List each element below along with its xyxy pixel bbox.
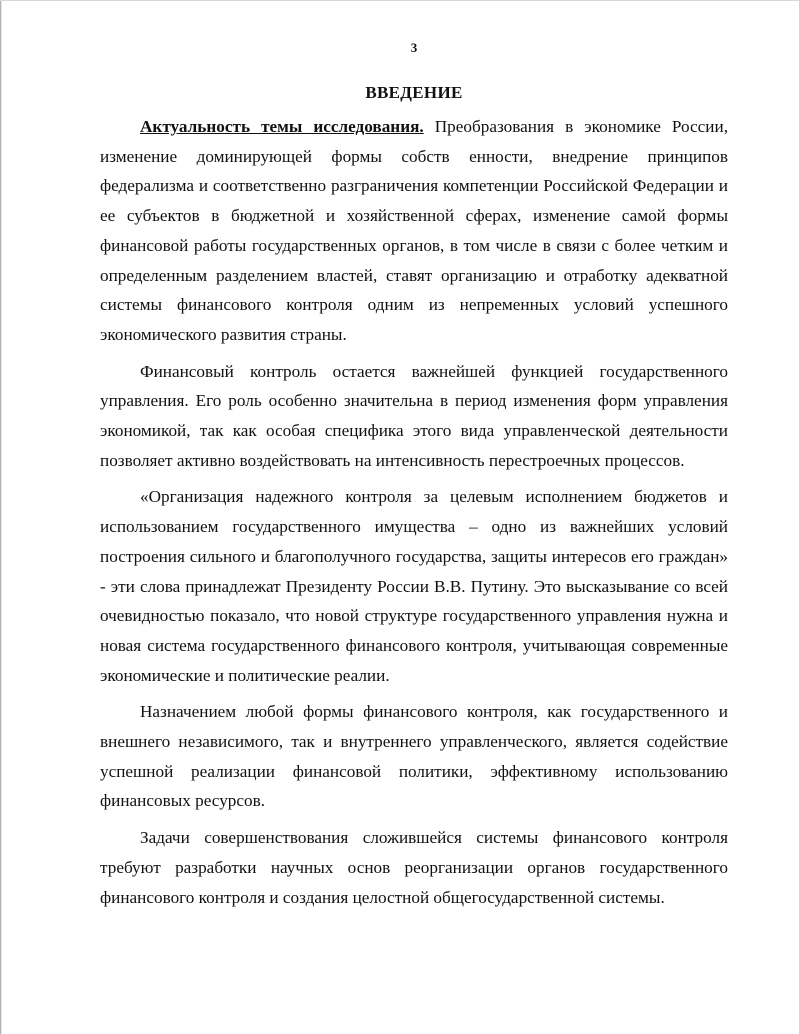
paragraph-tasks: Задачи совершенствования сложившейся системы финансового контроля требуют разработки научных основ реорганизации органов государственного финансового контроля и создания целостной общегосударственной системы. [100,828,728,907]
paragraph-purpose: Назначением любой формы финансового контроля, как государственного и внешнего независимого, так и внутреннего управленческого, является содействие успешной реализации финансовой политики, эффективному использованию финансовых ресурсов. [100,702,728,811]
page-number: 3 [410,40,418,55]
relevance-lead: Актуальность темы исследования. [140,117,424,136]
paragraph-quote: «Организация надежного контроля за целевым исполнением бюджетов и использованием государственного имущества – одно из важнейших условий построения сильного и благополучного государства, защиты интересов его граждан» - эти слова принадлежат Президенту России В.В. Путину. Это высказывание со всей очевидностью показало, что новой структуре государственного управления нужна и новая система государственного финансового контроля, учитывающая современные экономические и политические реалии. [100,487,728,685]
paragraph-relevance [100,112,728,350]
scan-edge-top [0,0,799,1]
paragraph-text: Преобразования в экономике России, изменение доминирующей формы собств енности, внедрение принципов федерализма и соответственно разграничения компетенции Российской Федерации и ее субъектов в бюджетной и хозяйственной сферах, изменение самой формы финансовой работы государственных органов, в том числе в связи с более четким и определенным разделением властей, ставят организацию и отработку адекватной системы финансового контроля одним из непременных условий успешного экономического развития страны. [100,117,728,344]
paragraph-financial-control: Финансовый контроль остается важнейшей функцией государственного управления. Его роль особенно значительна в период изменения форм управления экономикой, так как особая специфика этого вида управленческой деятельности позволяет активно воздействовать на интенсивность перестроечных процессов. [100,361,728,470]
document-page [100,40,728,919]
scan-edge-left [0,0,2,1034]
section-heading: ВВЕДЕНИЕ [365,83,463,102]
